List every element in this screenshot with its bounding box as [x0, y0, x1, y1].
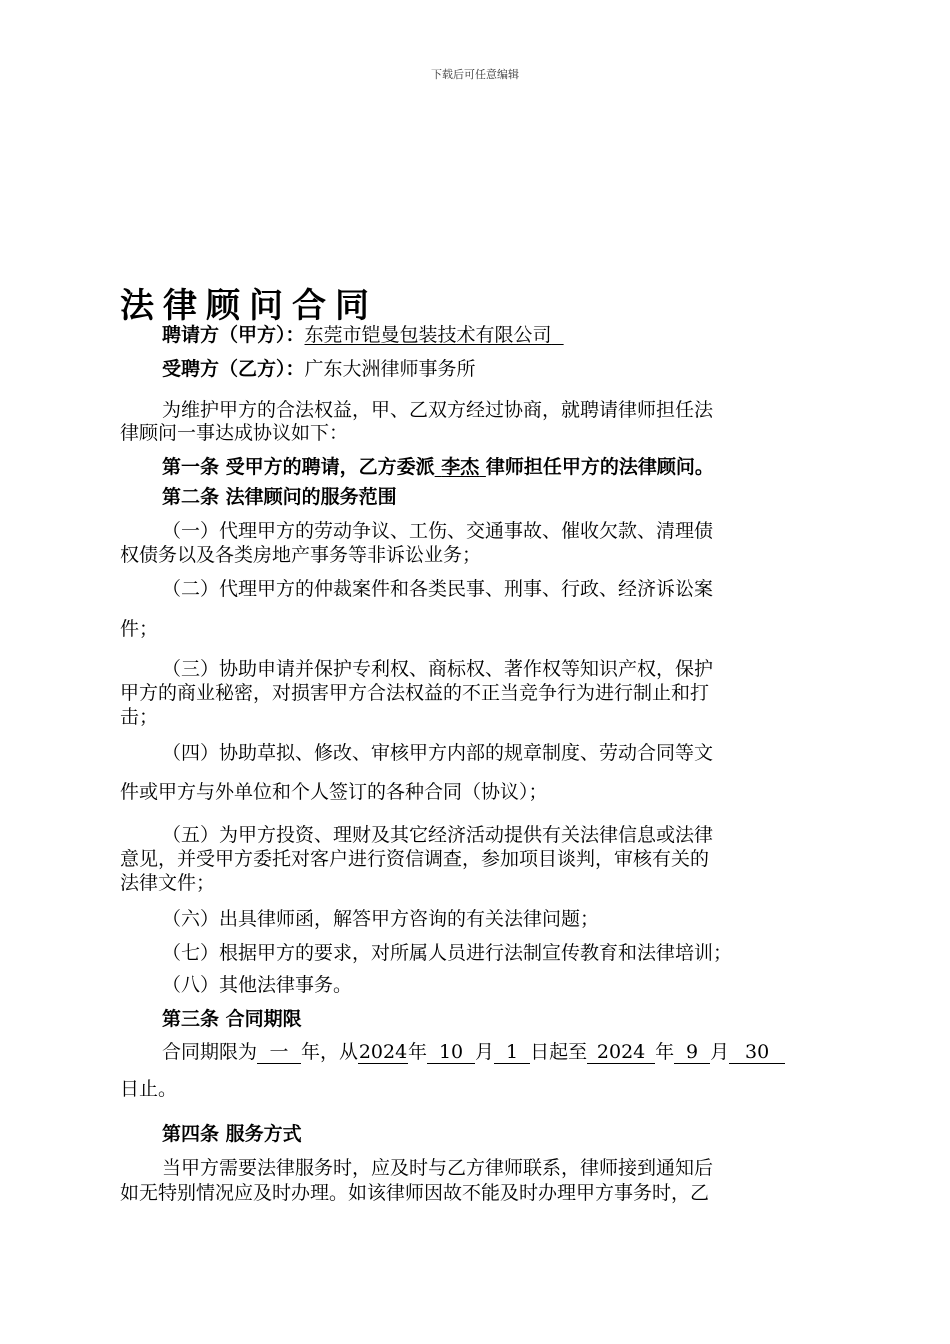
- intro-line-1: 为维护甲方的合法权益，甲、乙双方经过协商，就聘请律师担任法: [162, 399, 714, 421]
- party-a-line: [162, 322, 564, 348]
- article-4-heading: 第四条 服务方式: [162, 1123, 302, 1145]
- party-a-label: 聘请方（甲方）：: [162, 324, 305, 346]
- contract-title: 法律顾问合同: [120, 286, 378, 326]
- item-5-line-3: 法律文件；: [120, 872, 216, 894]
- article-4-line-2: 如无特别情况应及时办理。如该律师因故不能及时办理甲方事务时，乙: [120, 1182, 710, 1204]
- term-years-field: 一: [257, 1041, 301, 1064]
- start-month-field: 10: [427, 1041, 475, 1064]
- item-2-line-1: （二）代理甲方的仲裁案件和各类民事、刑事、行政、经济诉讼案: [162, 578, 714, 600]
- term-line-end: 日止。: [120, 1078, 178, 1100]
- article-2-heading: 第二条 法律顾问的服务范围: [162, 486, 397, 508]
- item-7: （七）根据甲方的要求，对所属人员进行法制宣传教育和法律培训；: [162, 942, 733, 964]
- item-1-line-1: （一）代理甲方的劳动争议、工伤、交通事故、催收欠款、清理债: [162, 520, 714, 542]
- item-3-line-3: 击；: [120, 706, 159, 728]
- article-1: [162, 454, 714, 480]
- item-3-line-2: 甲方的商业秘密，对损害甲方合法权益的不正当竞争行为进行制止和打: [120, 682, 710, 704]
- start-year-field: 2024: [358, 1041, 408, 1063]
- article-1-after: 律师担任甲方的法律顾问。: [485, 456, 714, 478]
- article-4-line-1: 当甲方需要法律服务时，应及时与乙方律师联系，律师接到通知后: [162, 1157, 714, 1179]
- intro-line-2: 律顾问一事达成协议如下：: [120, 422, 349, 444]
- item-1-line-2: 权债务以及各类房地产事务等非诉讼业务；: [120, 544, 482, 566]
- item-3-line-1: （三）协助申请并保护专利权、商标权、著作权等知识产权，保护: [162, 658, 714, 680]
- item-5-line-2: 意见，并受甲方委托对客户进行资信调查，参加项目谈判，审核有关的: [120, 848, 710, 870]
- item-4-line-2: 件或甲方与外单位和个人签订的各种合同（协议）；: [120, 781, 548, 803]
- item-5-line-1: （五）为甲方投资、理财及其它经济活动提供有关法律信息或法律: [162, 824, 714, 846]
- party-b-value: 广东大洲律师事务所: [304, 358, 476, 380]
- party-a-value: 东莞市铠曼包装技术有限公司: [304, 324, 552, 346]
- article-1-before: 第一条 受甲方的聘请，乙方委派: [162, 456, 435, 478]
- party-b-line: [162, 356, 476, 382]
- header-note: 下载后可任意编辑: [431, 68, 519, 81]
- item-6: （六）出具律师函，解答甲方咨询的有关法律问题；: [162, 908, 600, 930]
- term-line: 合同期限为 一 年，从2024年 10 月 1 日起至 2024 年 9 月 30: [162, 1039, 785, 1065]
- party-b-label: 受聘方（乙方）：: [162, 358, 305, 380]
- item-4-line-1: （四）协助草拟、修改、审核甲方内部的规章制度、劳动合同等文: [162, 742, 714, 764]
- item-2-line-2: 件；: [120, 618, 159, 640]
- end-month-field: 9: [674, 1041, 710, 1064]
- end-day-field: 30: [729, 1041, 785, 1064]
- start-day-field: 1: [494, 1041, 530, 1064]
- lawyer-name: 李杰: [441, 456, 480, 478]
- end-year-field: 2024: [587, 1041, 655, 1064]
- item-8: （八）其他法律事务。: [162, 974, 353, 996]
- article-3-heading: 第三条 合同期限: [162, 1008, 302, 1030]
